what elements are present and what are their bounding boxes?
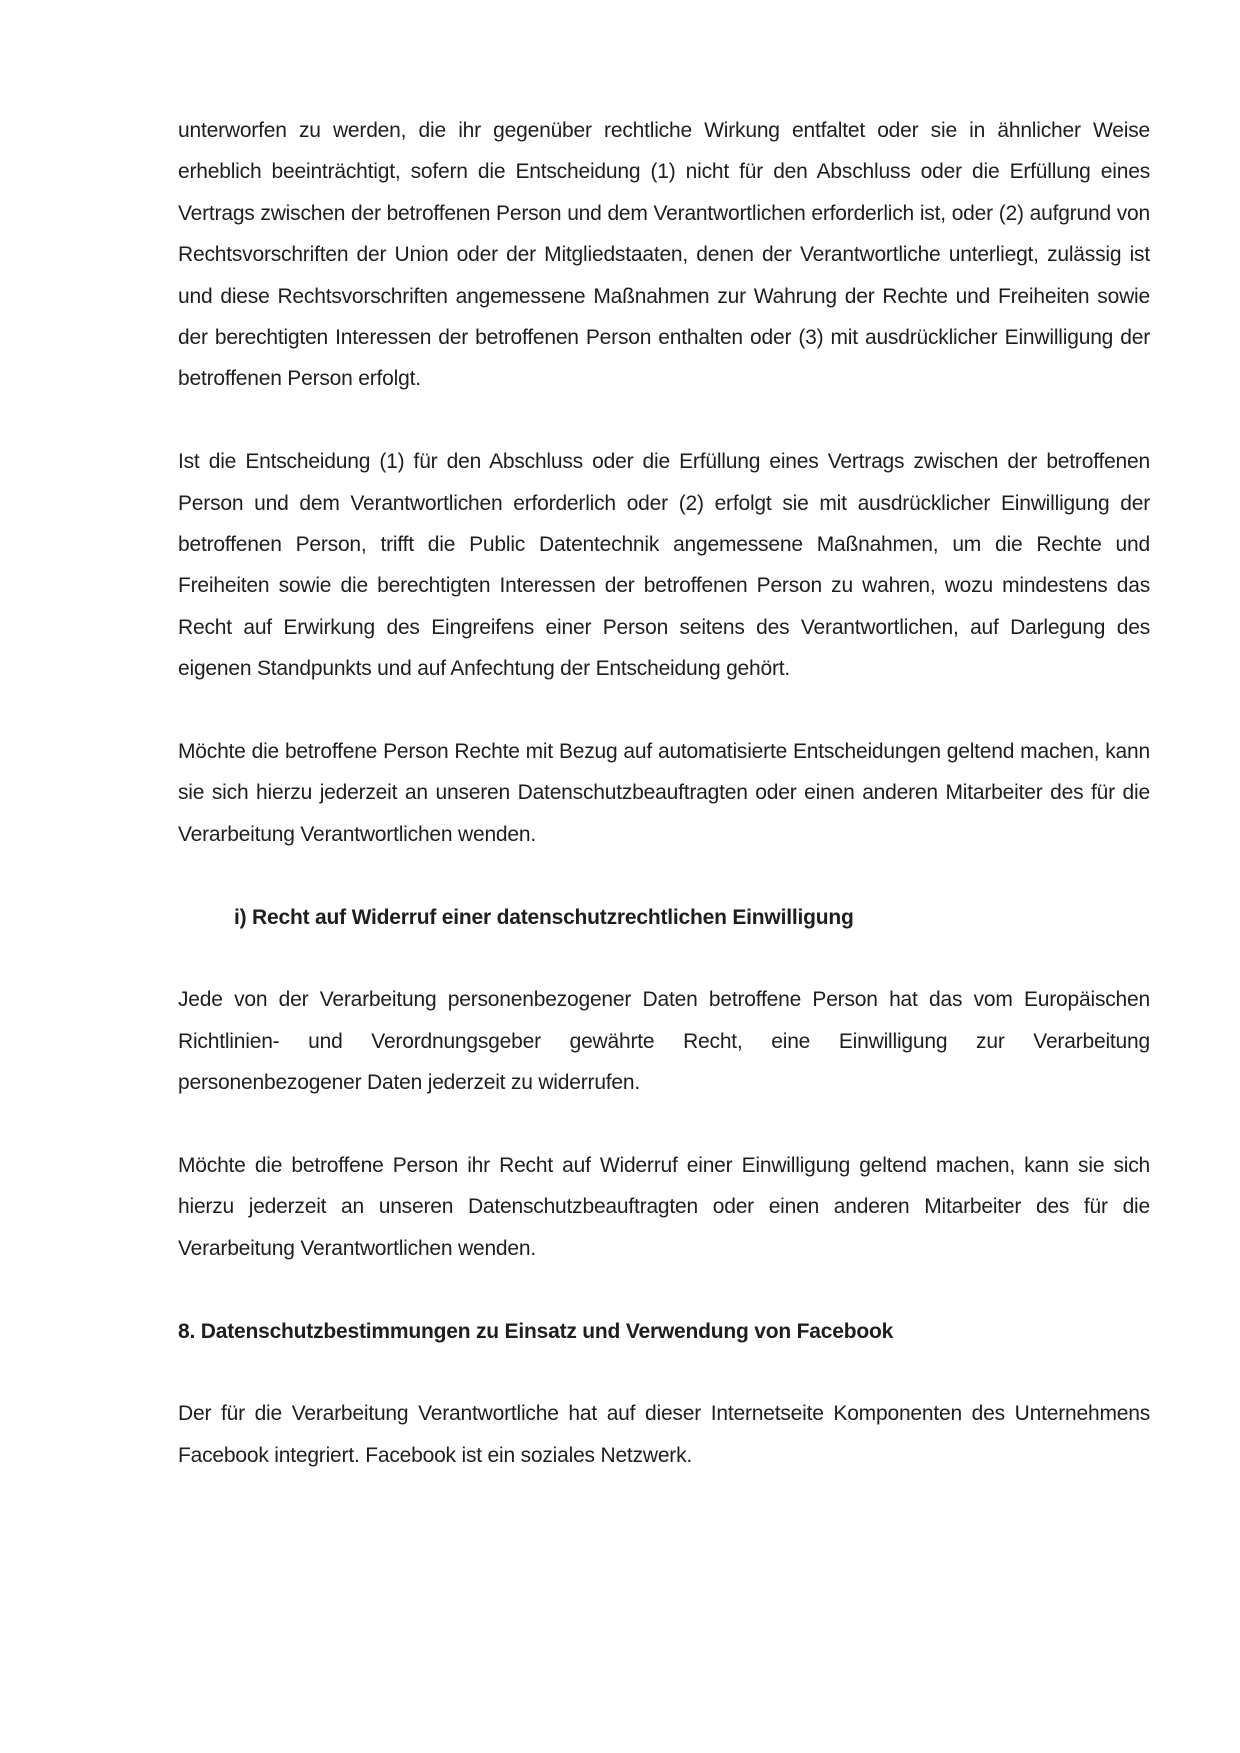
body-paragraph: Möchte die betroffene Person ihr Recht auf Widerruf einer Einwilligung geltend machen, kann sie sich hierzu jederzeit an unseren Datenschutzbeauftragten oder einen anderen Mitarbeiter des für die Verarbeitung Verantwortlichen wenden. <box>178 1154 1150 1260</box>
section-heading-facebook: 8. Datenschutzbestimmungen zu Einsatz und Verwendung von Facebook <box>178 1319 894 1343</box>
body-paragraph: Möchte die betroffene Person Rechte mit Bezug auf automatisierte Entscheidungen geltend machen, kann sie sich hierzu jederzeit an unseren Datenschutzbeauftragten oder einen anderen Mitarbeiter des für die Verarbeitung Verantwortlichen wenden. <box>178 740 1150 846</box>
body-paragraph: Der für die Verarbeitung Verantwortliche hat auf dieser Internetseite Komponenten des Unternehmens Facebook integriert. Facebook ist ein soziales Netzwerk. <box>178 1402 1150 1467</box>
subsection-heading-widerruf: i) Recht auf Widerruf einer datenschutzrechtlichen Einwilligung <box>234 905 854 929</box>
body-paragraph: Jede von der Verarbeitung personenbezogener Daten betroffene Person hat das vom Europäischen Richtlinien- und Verordnungsgeber gewährte Recht, eine Einwilligung zur Verarbeitung personenbezogener Daten jederzeit zu widerrufen. <box>178 988 1150 1095</box>
body-paragraph: unterworfen zu werden, die ihr gegenüber rechtliche Wirkung entfaltet oder sie in ähnlicher Weise erheblich beeinträchtigt, sofern die Entscheidung (1) nicht für den Abschluss oder die Erfüllung eines Vertrags zwischen der betroffenen Person und dem Verantwortlichen erforderlich ist, oder (2) aufgrund von Rechtsvorschriften der Union oder der Mitgliedstaaten, denen der Verantwortliche unterliegt, zulässig ist und diese Rechtsvorschriften angemessene Maßnahmen zur Wahrung der Rechte und Freiheiten sowie der berechtigten Interessen der betroffenen Person enthalten oder (3) mit ausdrücklicher Einwilligung der betroffenen Person erfolgt. <box>178 119 1150 391</box>
body-paragraph: Ist die Entscheidung (1) für den Abschluss oder die Erfüllung eines Vertrags zwischen der betroffenen Person und dem Verantwortlichen erforderlich oder (2) erfolgt sie mit ausdrücklicher Einwilligung der betroffenen Person, trifft die Public Datentechnik angemessene Maßnahmen, um die Rechte und Freiheiten sowie die berechtigten Interessen der betroffenen Person zu wahren, wozu mindestens das Recht auf Erwirkung des Eingreifens einer Person seitens des Verantwortlichen, auf Darlegung des eigenen Standpunkts und auf Anfechtung der Entscheidung gehört. <box>178 450 1150 681</box>
